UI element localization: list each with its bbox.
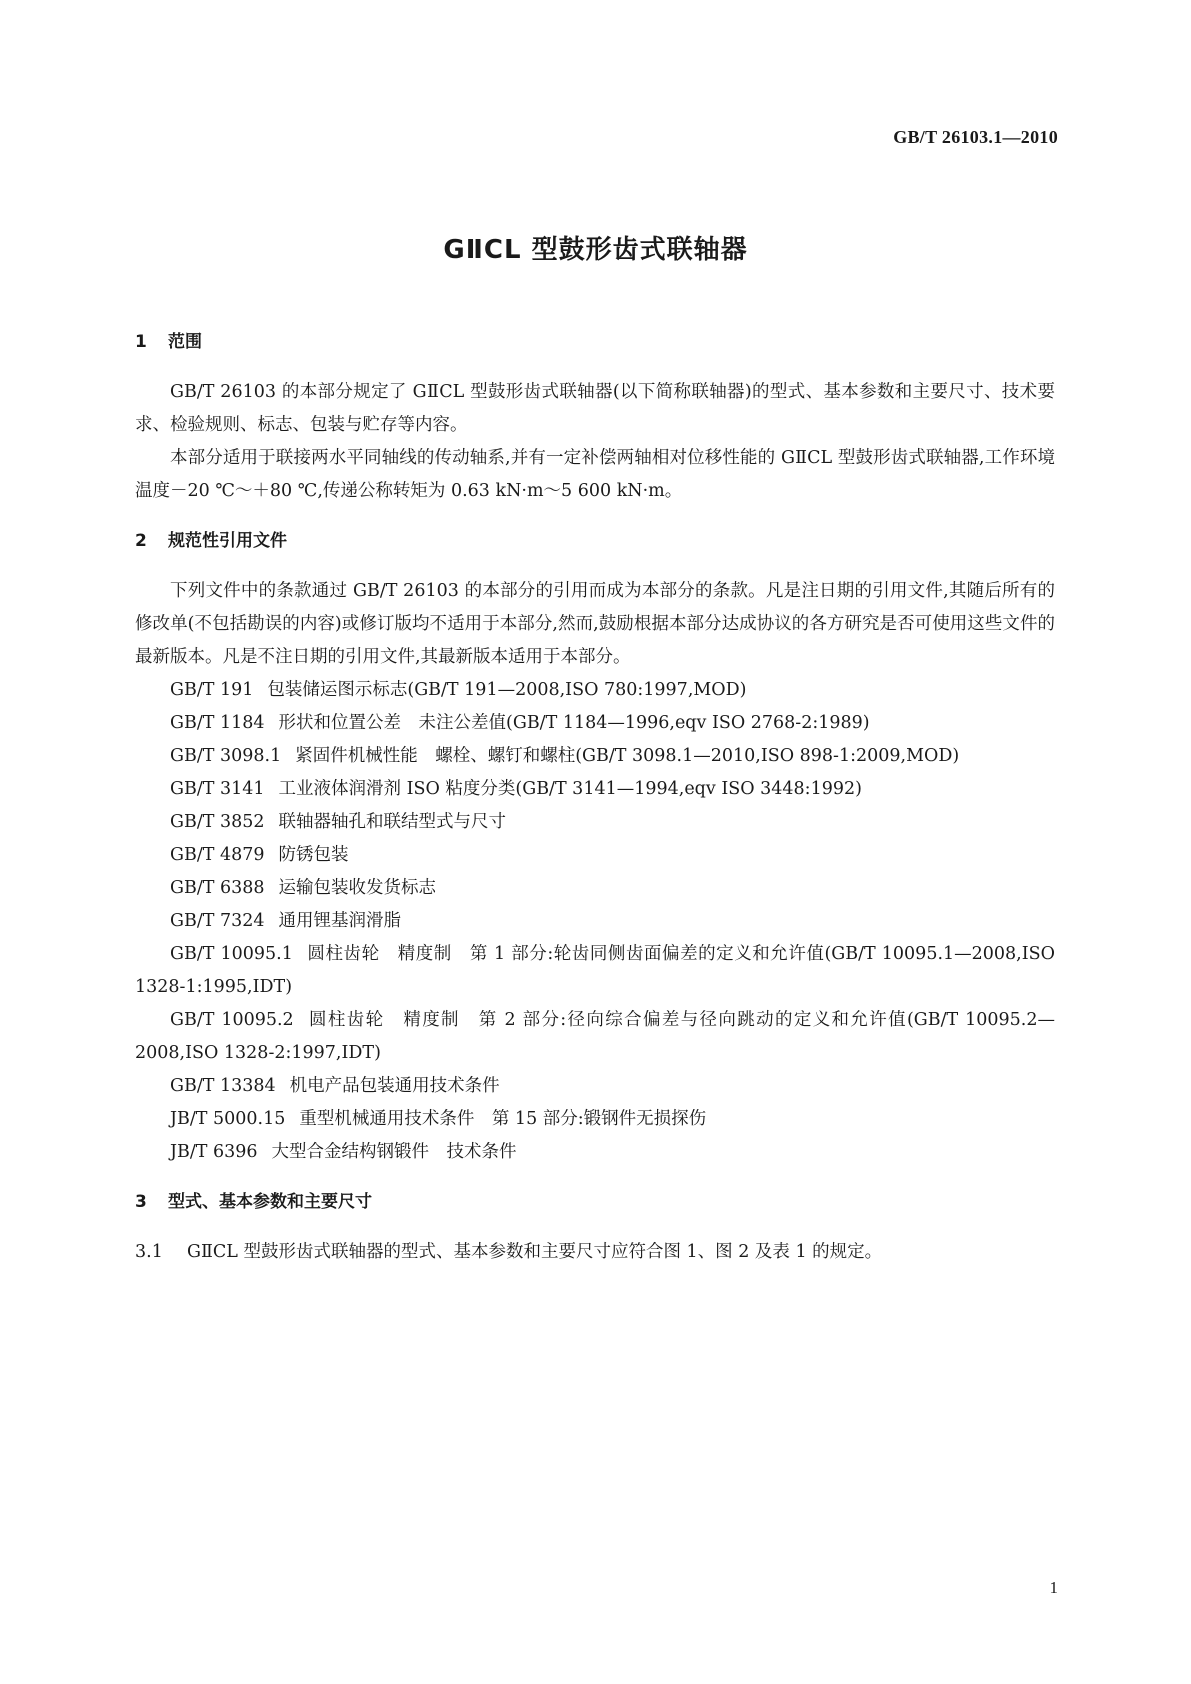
reference-item bbox=[135, 773, 1055, 806]
reference-text: 工业液体润滑剂 ISO 粘度分类(GB/T 3141—1994,eqv ISO 3448:1992) bbox=[278, 779, 862, 799]
reference-code: GB/T 191 bbox=[170, 680, 254, 700]
reference-code: GB/T 10095.1 bbox=[170, 944, 293, 964]
section-2-number: 2 bbox=[135, 531, 147, 551]
reference-code: GB/T 7324 bbox=[170, 911, 265, 931]
reference-code: GB/T 4879 bbox=[170, 845, 265, 865]
reference-item bbox=[135, 674, 1055, 707]
section-1-paragraph-2: 本部分适用于联接两水平同轴线的传动轴系,并有一定补偿两轴相对位移性能的 GⅡCL 型鼓形齿式联轴器,工作环境温度－20 ℃～＋80 ℃,传递公称转矩为 0.63 kN·m～5 600 kN·m。 bbox=[135, 448, 1055, 501]
section-1-title: 范围 bbox=[168, 332, 202, 352]
reference-item bbox=[135, 872, 1055, 905]
reference-code: GB/T 10095.2 bbox=[170, 1010, 294, 1030]
reference-text: 运输包装收发货标志 bbox=[278, 878, 437, 898]
reference-item bbox=[135, 707, 1055, 740]
reference-item bbox=[135, 839, 1055, 872]
section-1-paragraph-1: GB/T 26103 的本部分规定了 GⅡCL 型鼓形齿式联轴器(以下简称联轴器)的型式、基本参数和主要尺寸、技术要求、检验规则、标志、包装与贮存等内容。 bbox=[135, 382, 1055, 435]
section-3-heading bbox=[135, 1186, 1055, 1219]
reference-item bbox=[135, 1070, 1055, 1103]
reference-text: 包装储运图示标志(GB/T 191—2008,ISO 780:1997,MOD) bbox=[267, 680, 747, 700]
reference-item bbox=[135, 740, 1055, 773]
section-1-heading bbox=[135, 326, 1055, 359]
reference-item bbox=[135, 905, 1055, 938]
reference-item bbox=[135, 1136, 1055, 1169]
section-2-intro: 下列文件中的条款通过 GB/T 26103 的本部分的引用而成为本部分的条款。凡是注日期的引用文件,其随后所有的修改单(不包括勘误的内容)或修订版均不适用于本部分,然而,鼓励根据本部分达成协议的各方研究是否可使用这些文件的最新版本。凡是不注日期的引用文件,其最新版本适用于本部分。 bbox=[135, 581, 1055, 667]
reference-code: GB/T 1184 bbox=[170, 713, 265, 733]
reference-text: 联轴器轴孔和联结型式与尺寸 bbox=[278, 812, 507, 832]
clause-number: 3.1 bbox=[135, 1242, 163, 1262]
section-3-title: 型式、基本参数和主要尺寸 bbox=[168, 1192, 372, 1212]
page-number: 1 bbox=[1049, 1578, 1058, 1597]
reference-text: 圆柱齿轮 精度制 第 1 部分:轮齿同侧齿面偏差的定义和允许值(GB/T 10095.1—2008,ISO 1328-1:1995,IDT) bbox=[135, 944, 1055, 997]
reference-text: 机电产品包装通用技术条件 bbox=[289, 1076, 500, 1096]
reference-text: 紧固件机械性能 螺栓、螺钉和螺柱(GB/T 3098.1—2010,ISO 898-1:2009,MOD) bbox=[295, 746, 960, 766]
reference-item bbox=[135, 938, 1055, 1004]
reference-text: 圆柱齿轮 精度制 第 2 部分:径向综合偏差与径向跳动的定义和允许值(GB/T 10095.2—2008,ISO 1328-2:1997,IDT) bbox=[135, 1010, 1055, 1063]
clause-text: GⅡCL 型鼓形齿式联轴器的型式、基本参数和主要尺寸应符合图 1、图 2 及表 1 的规定。 bbox=[187, 1242, 883, 1262]
reference-code: GB/T 3852 bbox=[170, 812, 265, 832]
document-title: GⅡCL 型鼓形齿式联轴器 bbox=[443, 235, 748, 265]
reference-code: GB/T 3098.1 bbox=[170, 746, 282, 766]
section-2-title: 规范性引用文件 bbox=[168, 531, 287, 551]
reference-code: GB/T 13384 bbox=[170, 1076, 276, 1096]
reference-item bbox=[135, 1004, 1055, 1070]
standard-number: GB/T 26103.1—2010 bbox=[893, 127, 1058, 147]
section-3-number: 3 bbox=[135, 1192, 147, 1212]
reference-text: 重型机械通用技术条件 第 15 部分:锻钢件无损探伤 bbox=[299, 1109, 707, 1129]
reference-item bbox=[135, 806, 1055, 839]
reference-text: 大型合金结构钢锻件 技术条件 bbox=[271, 1142, 517, 1162]
document-body bbox=[135, 326, 1055, 1269]
reference-code: GB/T 3141 bbox=[170, 779, 265, 799]
section-1-number: 1 bbox=[135, 332, 147, 352]
reference-code: GB/T 6388 bbox=[170, 878, 265, 898]
section-2-heading bbox=[135, 525, 1055, 558]
reference-code: JB/T 5000.15 bbox=[170, 1109, 286, 1129]
clause-3-1 bbox=[135, 1236, 1055, 1269]
reference-text: 防锈包装 bbox=[278, 845, 349, 865]
reference-item bbox=[135, 1103, 1055, 1136]
reference-text: 形状和位置公差 未注公差值(GB/T 1184—1996,eqv ISO 2768-2:1989) bbox=[278, 713, 870, 733]
reference-code: JB/T 6396 bbox=[170, 1142, 258, 1162]
reference-text: 通用锂基润滑脂 bbox=[278, 911, 402, 931]
